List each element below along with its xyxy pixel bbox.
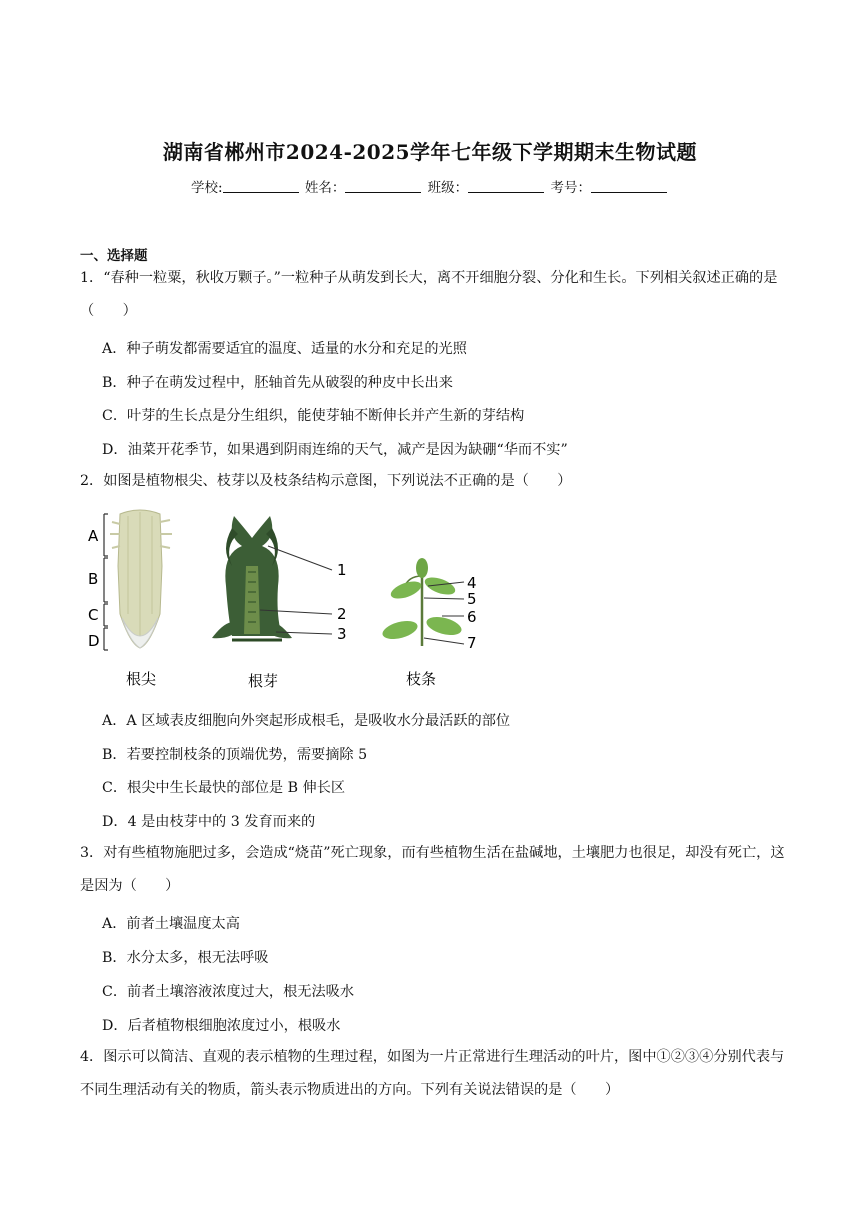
root-label-a: A	[88, 527, 99, 545]
question-2-option-d: D．4 是由枝芽中的 3 发育而来的	[102, 814, 316, 830]
caption-bud: 根芽	[248, 672, 279, 690]
school-blank[interactable]	[223, 180, 299, 193]
class-label: 班级：	[427, 180, 469, 196]
question-3-option-b: B．水分太多，根无法呼吸	[102, 950, 269, 966]
question-2-option-b: B．若要控制枝条的顶端优势，需要摘除 5	[102, 747, 368, 763]
question-2-option-a: A．A 区域表皮细胞向外突起形成根毛，是吸收水分最活跃的部位	[102, 713, 511, 729]
class-blank[interactable]	[468, 180, 544, 193]
branch-label-4: 4	[467, 574, 477, 592]
question-3-option-d: D．后者植物根细胞浓度过小，根吸水	[102, 1018, 341, 1034]
bud-label-3: 3	[337, 625, 347, 643]
question-1-option-d: D．油菜开花季节，如果遇到阴雨连绵的天气，减产是因为缺硼“华而不实”	[102, 442, 568, 458]
branch-illustration	[381, 558, 477, 652]
question-3-stem: 3．对有些植物施肥过多，会造成“烧苗”死亡现象，而有些植物生活在盐碱地，土壤肥力也很足，却没有死亡，这是因为（ ）	[80, 845, 785, 894]
question-3-option-c: C．前者土壤溶液浓度过大，根无法吸水	[102, 984, 355, 1000]
exam-title: 湖南省郴州市2024-2025学年七年级下学期期末生物试题	[162, 140, 698, 164]
question-1-option-c: C．叶芽的生长点是分生组织，能使芽轴不断伸长并产生新的芽结构	[102, 408, 525, 424]
branch-label-5: 5	[467, 590, 477, 608]
root-tip-illustration	[88, 510, 172, 650]
plant-structure-figure	[82, 506, 482, 696]
school-label: 学校:	[191, 180, 223, 196]
name-label: 姓名：	[304, 180, 346, 196]
question-1-option-a: A．种子萌发都需要适宜的温度、适量的水分和充足的光照	[102, 341, 467, 357]
caption-root-tip: 根尖	[126, 670, 157, 688]
root-label-d: D	[88, 632, 100, 650]
branch-label-7: 7	[467, 634, 477, 652]
question-3-option-a: A．前者土壤温度太高	[102, 916, 240, 932]
root-label-b: B	[88, 570, 99, 588]
question-2-option-c: C．根尖中生长最快的部位是 B 伸长区	[102, 780, 346, 796]
exam-number-blank[interactable]	[591, 180, 667, 193]
question-1-option-b: B．种子在萌发过程中，胚轴首先从破裂的种皮中长出来	[102, 375, 453, 391]
question-4-stem: 4．图示可以简洁、直观的表示植物的生理过程，如图为一片正常进行生理活动的叶片，图中①②③④分别代表与不同生理活动有关的物质，箭头表示物质进出的方向。下列有关说法错误的是（ ）	[80, 1049, 785, 1098]
question-2-stem: 2．如图是植物根尖、枝芽以及枝条结构示意图，下列说法不正确的是（ ）	[80, 473, 572, 489]
bud-label-1: 1	[337, 561, 347, 579]
exam-number-label: 考号：	[550, 180, 591, 196]
name-blank[interactable]	[345, 180, 421, 193]
section-heading: 一、选择题	[80, 248, 148, 264]
caption-branch: 枝条	[406, 670, 437, 688]
branch-label-6: 6	[467, 608, 477, 626]
bud-label-2: 2	[337, 605, 347, 623]
student-info-line	[0, 176, 860, 196]
bud-illustration	[212, 516, 347, 643]
root-label-c: C	[88, 606, 99, 624]
question-1-stem: 1．“春种一粒粟，秋收万颗子。”一粒种子从萌发到长大，离不开细胞分裂、分化和生长。下列相关叙述正确的是（ ）	[80, 270, 778, 319]
